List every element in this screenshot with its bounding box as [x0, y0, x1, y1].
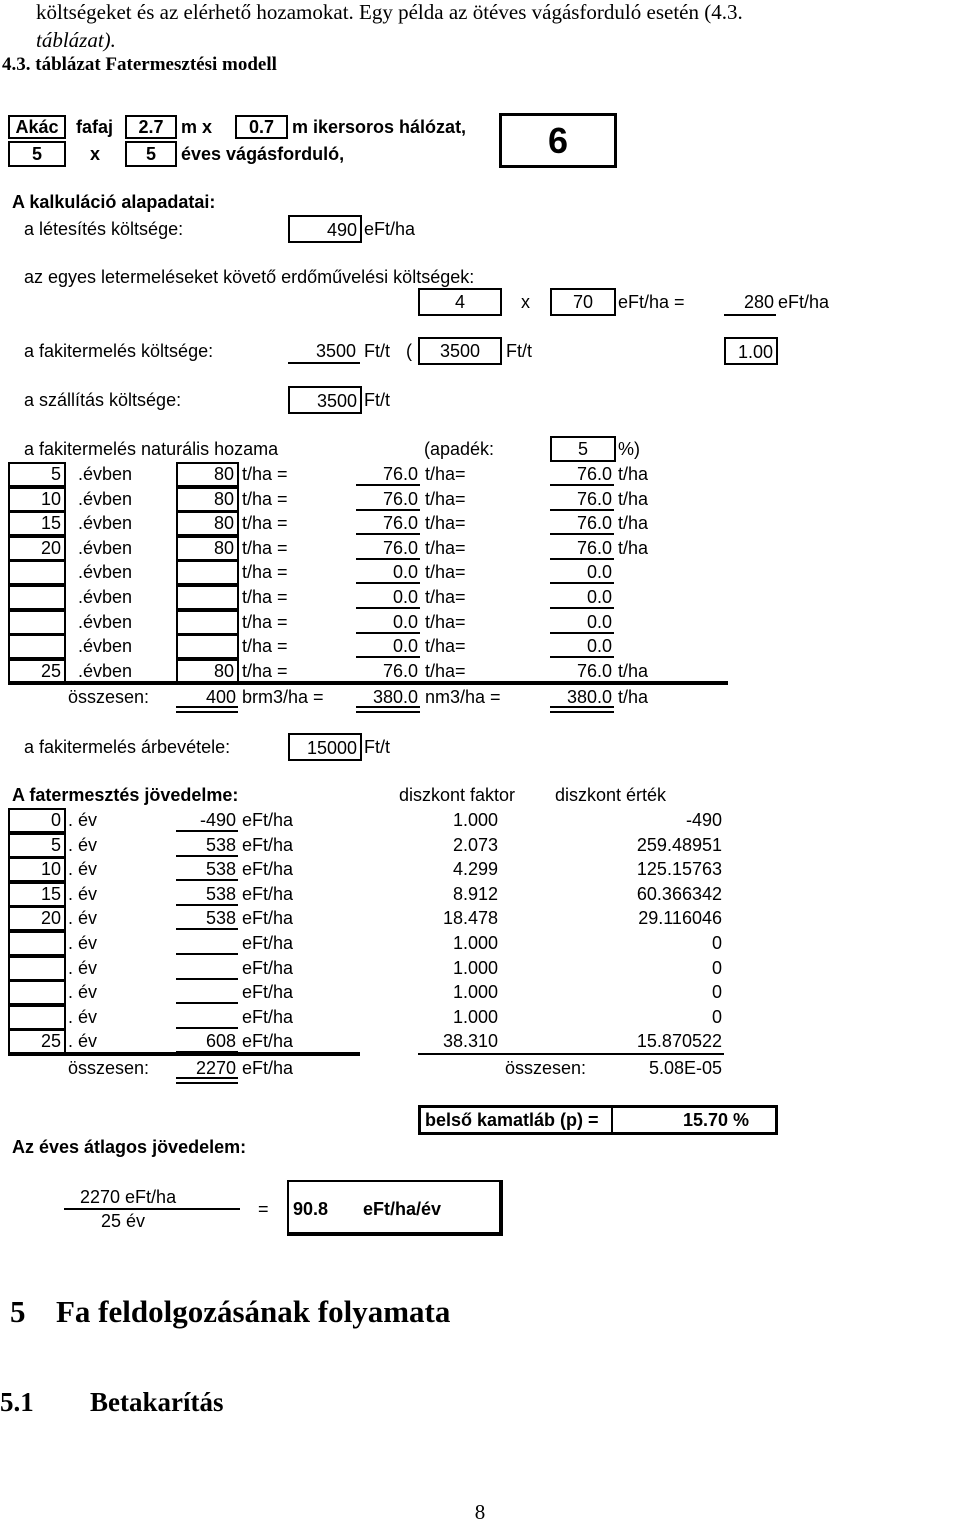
income-amount-underline — [176, 928, 238, 930]
income-disc: 0 — [711, 1006, 722, 1027]
yield-unit2: t/ha= — [425, 464, 466, 484]
yield-final: 0.0 — [586, 587, 612, 607]
yield-final: 76.0 — [576, 513, 612, 534]
income-disc: 29.116046 — [638, 908, 722, 929]
yield-unit3: t/ha — [618, 537, 649, 558]
income-year-suffix: . év — [68, 982, 98, 1003]
annual-result-box — [287, 1180, 503, 1236]
harvest-label: a fakitermelés költsége: — [24, 341, 214, 361]
income-year-suffix: . év — [68, 810, 98, 830]
income-disc: 0 — [711, 933, 722, 953]
yield-final-underline — [550, 632, 614, 634]
yield-gross-cell: 80 — [176, 487, 239, 512]
section-5-title: Fa feldolgozásának folyamata — [56, 1294, 451, 1329]
income-amount-underline — [176, 879, 238, 881]
income-factor: 2.073 — [452, 834, 498, 855]
yield-unit1: t/ha = — [242, 660, 288, 681]
annual-title: Az éves átlagos jövedelem: — [12, 1137, 247, 1157]
irr-value: 15.70 % — [682, 1110, 749, 1130]
yield-net: 76.0 — [382, 537, 418, 558]
income-unit: eFt/ha — [242, 933, 294, 953]
yield-total-net: 380.0 — [372, 687, 418, 707]
income-factor: 1.000 — [452, 1006, 498, 1027]
establish-cell: 490 — [288, 215, 362, 243]
yield-net-underline — [356, 632, 420, 634]
yield-total-rule — [8, 681, 728, 685]
yield-year-cell: 5 — [8, 462, 66, 487]
yield-year-suffix: .évben — [78, 636, 133, 657]
harvest-factor-cell: 1.00 — [724, 337, 778, 365]
income-year-cell — [8, 931, 66, 956]
income-title: A fatermesztés jövedelme: — [12, 785, 239, 805]
yield-unit1: t/ha = — [242, 488, 288, 509]
income-factor: 18.478 — [442, 908, 498, 929]
irr-label: belső kamatláb (p) = — [425, 1110, 599, 1130]
income-amount: -490 — [199, 810, 236, 830]
disc-total-rule — [418, 1053, 724, 1055]
col-discount-factor: diszkont faktor — [399, 785, 516, 805]
followup-total-unit: eFt/ha — [778, 292, 830, 312]
income-unit: eFt/ha — [242, 1031, 294, 1052]
income-amount-underline — [176, 978, 238, 980]
yield-final: 0.0 — [586, 636, 612, 657]
yield-year-cell: 15 — [8, 511, 66, 536]
income-factor: 1.000 — [452, 933, 498, 953]
income-year-cell — [8, 956, 66, 981]
income-year-suffix: . év — [68, 834, 98, 855]
income-unit: eFt/ha — [242, 1006, 294, 1027]
followup-label: az egyes letermeléseket követő erdőművelési költségek: — [24, 267, 475, 287]
yield-unit1: t/ha = — [242, 611, 288, 632]
income-amount-underline — [176, 953, 238, 955]
waste-label: (apadék: — [424, 439, 495, 459]
yield-final-underline — [550, 582, 614, 584]
income-total-rule — [8, 1052, 360, 1056]
yield-unit2: t/ha= — [425, 636, 466, 657]
col-discount-value: diszkont érték — [555, 785, 667, 805]
yield-net-underline — [356, 533, 420, 535]
followup-total-underline — [724, 314, 776, 316]
income-unit: eFt/ha — [242, 908, 294, 929]
rotation-b-cell: 5 — [125, 141, 177, 167]
income-year-suffix: . év — [68, 883, 98, 904]
revenue-label: a fakitermelés árbevétele: — [24, 737, 231, 757]
yield-title: a fakitermelés naturális hozama — [24, 439, 279, 459]
yield-unit1: t/ha = — [242, 587, 288, 607]
rotation-count-cell: 6 — [499, 113, 617, 168]
yield-unit1: t/ha = — [242, 537, 288, 558]
yield-year-suffix: .évben — [78, 464, 133, 484]
yield-year-cell: 25 — [8, 659, 66, 684]
yield-final: 76.0 — [576, 537, 612, 558]
yield-net-underline — [356, 656, 420, 658]
yield-final-underline — [550, 607, 614, 609]
income-year-cell: 0 — [8, 808, 66, 833]
income-disc: -490 — [685, 810, 722, 830]
yield-unit1: t/ha = — [242, 636, 288, 657]
basics-title: A kalkuláció alapadatai: — [12, 192, 216, 212]
yield-unit3: t/ha — [618, 513, 649, 534]
yield-total-final: 380.0 — [566, 687, 612, 707]
income-factor: 1.000 — [452, 982, 498, 1003]
yield-final-underline — [550, 509, 614, 511]
income-year-suffix: . év — [68, 908, 98, 929]
income-amount: 538 — [205, 859, 236, 880]
transport-label: a szállítás költsége: — [24, 390, 182, 410]
income-total-dbl — [176, 1077, 238, 1084]
yield-total-gross-unit: brm3/ha = — [242, 687, 324, 707]
yield-net: 0.0 — [392, 562, 418, 583]
followup-x: x — [521, 292, 530, 312]
yield-year-cell — [8, 560, 66, 585]
yield-year-suffix: .évben — [78, 660, 133, 681]
intro-line-1: költségeket és az elérhető hozamokat. Egy példa az ötéves vágásforduló esetén (4.3. — [36, 0, 743, 24]
income-year-suffix: . év — [68, 957, 98, 978]
annual-fraction-bar — [64, 1208, 240, 1210]
harvest-paren: ( — [406, 341, 412, 361]
annual-denominator: 25 év — [101, 1211, 146, 1231]
income-amount-underline — [176, 904, 238, 906]
yield-unit1: t/ha = — [242, 513, 288, 534]
disc-total-value: 5.08E-05 — [648, 1058, 722, 1078]
section-5-number: 5 — [10, 1294, 26, 1329]
income-year-cell — [8, 1005, 66, 1030]
yield-net-underline — [356, 558, 420, 560]
income-unit: eFt/ha — [242, 810, 294, 830]
income-disc: 60.366342 — [636, 883, 722, 904]
spacing-b-unit: m ikersoros hálózat, — [292, 117, 467, 137]
species-cell: Akác — [8, 115, 66, 139]
yield-unit3: t/ha — [618, 660, 649, 681]
income-amount: 538 — [205, 883, 236, 904]
irr-box — [418, 1105, 778, 1135]
harvest-value2-cell: 3500 — [418, 337, 502, 365]
rotation-x: x — [90, 144, 101, 164]
yield-gross-cell — [176, 610, 239, 635]
yield-net: 0.0 — [392, 611, 418, 632]
harvest-unit2: Ft/t — [506, 341, 532, 361]
yield-unit1: t/ha = — [242, 464, 288, 484]
yield-net: 76.0 — [382, 513, 418, 534]
followup-total: 280 — [743, 292, 774, 312]
yield-gross-cell: 80 — [176, 536, 239, 561]
income-unit: eFt/ha — [242, 883, 294, 904]
yield-gross-cell — [176, 585, 239, 610]
income-amount: 538 — [205, 834, 236, 855]
yield-total-final-dbl — [550, 706, 614, 713]
yield-gross-cell: 80 — [176, 511, 239, 536]
yield-final-underline — [550, 484, 614, 486]
income-disc: 15.870522 — [636, 1031, 722, 1052]
income-unit: eFt/ha — [242, 859, 294, 880]
rotation-label: éves vágásforduló, — [181, 144, 345, 164]
spacing-b-cell: 0.7 — [235, 115, 288, 139]
harvest-value: 3500 — [315, 341, 356, 361]
income-year-suffix: . év — [68, 1031, 98, 1052]
yield-year-suffix: .évben — [78, 513, 133, 534]
yield-unit2: t/ha= — [425, 611, 466, 632]
income-year-suffix: . év — [68, 933, 98, 953]
income-unit: eFt/ha — [242, 982, 294, 1003]
income-year-cell — [8, 980, 66, 1005]
income-total-unit: eFt/ha — [242, 1058, 294, 1078]
yield-year-cell — [8, 634, 66, 659]
yield-unit2: t/ha= — [425, 513, 466, 534]
transport-cell: 3500 — [288, 386, 362, 414]
yield-net-underline — [356, 607, 420, 609]
income-amount-underline — [176, 1027, 238, 1029]
harvest-underline — [288, 362, 360, 364]
annual-numerator: 2270 eFt/ha — [80, 1187, 177, 1207]
yield-net: 76.0 — [382, 464, 418, 484]
irr-divider — [611, 1108, 613, 1132]
income-year-cell: 10 — [8, 857, 66, 882]
followup-unit: eFt/ha = — [618, 292, 685, 312]
yield-final: 0.0 — [586, 611, 612, 632]
yield-final: 76.0 — [576, 464, 612, 484]
income-factor: 8.912 — [452, 883, 498, 904]
yield-total-net-unit: nm3/ha = — [425, 687, 501, 707]
yield-total-gross-dbl — [176, 706, 238, 713]
yield-final: 76.0 — [576, 660, 612, 681]
yield-net: 0.0 — [392, 636, 418, 657]
species-label: fafaj — [76, 117, 114, 137]
yield-unit2: t/ha= — [425, 537, 466, 558]
income-total-label: összesen: — [68, 1058, 150, 1078]
yield-net: 76.0 — [382, 488, 418, 509]
transport-unit: Ft/t — [364, 390, 390, 410]
yield-gross-cell: 80 — [176, 659, 239, 684]
yield-final-underline — [550, 533, 614, 535]
yield-year-cell — [8, 585, 66, 610]
yield-final-underline — [550, 656, 614, 658]
yield-year-suffix: .évben — [78, 587, 133, 607]
income-year-cell: 15 — [8, 882, 66, 907]
income-factor: 38.310 — [442, 1031, 498, 1052]
yield-gross-cell: 80 — [176, 462, 239, 487]
yield-total-label: összesen: — [68, 687, 150, 707]
yield-net-underline — [356, 509, 420, 511]
yield-final: 0.0 — [586, 562, 612, 583]
income-disc: 0 — [711, 982, 722, 1003]
income-unit: eFt/ha — [242, 834, 294, 855]
rotation-a-cell: 5 — [8, 141, 66, 167]
yield-net-underline — [356, 582, 420, 584]
yield-year-suffix: .évben — [78, 537, 133, 558]
yield-net: 76.0 — [382, 660, 418, 681]
yield-final: 76.0 — [576, 488, 612, 509]
establish-unit: eFt/ha — [364, 219, 416, 239]
waste-unit: %) — [618, 439, 640, 459]
yield-total-net-dbl — [356, 706, 420, 713]
annual-result: 90.8 — [293, 1199, 329, 1219]
yield-year-suffix: .évben — [78, 562, 133, 583]
harvest-unit: Ft/t — [364, 341, 390, 361]
yield-total-final-unit: t/ha — [618, 687, 649, 707]
followup-count-cell: 4 — [418, 288, 502, 316]
income-disc: 259.48951 — [636, 834, 722, 855]
yield-gross-cell — [176, 634, 239, 659]
income-factor: 1.000 — [452, 957, 498, 978]
income-disc: 125.15763 — [636, 859, 722, 880]
income-year-suffix: . év — [68, 1006, 98, 1027]
income-amount-underline — [176, 1002, 238, 1004]
yield-unit2: t/ha= — [425, 660, 466, 681]
page-number: 8 — [474, 1500, 486, 1524]
yield-gross-cell — [176, 560, 239, 585]
income-disc: 0 — [711, 957, 722, 978]
yield-total-gross: 400 — [205, 687, 236, 707]
yield-net-underline — [356, 484, 420, 486]
income-factor: 4.299 — [452, 859, 498, 880]
annual-result-unit: eFt/ha/év — [363, 1199, 442, 1219]
spacing-a-cell: 2.7 — [125, 115, 177, 139]
income-amount: 608 — [205, 1031, 236, 1052]
income-year-cell: 25 — [8, 1029, 66, 1054]
yield-year-cell — [8, 610, 66, 635]
income-amount-underline — [176, 855, 238, 857]
intro-line-2: táblázat). — [36, 28, 116, 52]
income-amount-underline — [176, 830, 238, 832]
yield-unit3: t/ha — [618, 464, 649, 484]
yield-unit2: t/ha= — [425, 488, 466, 509]
yield-unit3: t/ha — [618, 488, 649, 509]
section-5-1-title: Betakarítás — [90, 1387, 224, 1417]
revenue-cell: 15000 — [288, 733, 362, 761]
section-5-1-number: 5.1 — [0, 1387, 34, 1417]
disc-total-label: összesen: — [505, 1058, 587, 1078]
yield-year-cell: 10 — [8, 487, 66, 512]
yield-final-underline — [550, 558, 614, 560]
waste-cell: 5 — [550, 436, 616, 462]
yield-unit2: t/ha= — [425, 587, 466, 607]
revenue-unit: Ft/t — [364, 737, 390, 757]
income-year-cell: 5 — [8, 833, 66, 858]
yield-year-cell: 20 — [8, 536, 66, 561]
establish-label: a létesítés költsége: — [24, 219, 184, 239]
income-year-cell: 20 — [8, 906, 66, 931]
income-factor: 1.000 — [452, 810, 498, 830]
spacing-a-unit: m x — [181, 117, 213, 137]
yield-net: 0.0 — [392, 587, 418, 607]
yield-year-suffix: .évben — [78, 488, 133, 509]
annual-equals: = — [258, 1199, 269, 1219]
income-total-amount: 2270 — [195, 1058, 236, 1078]
followup-cost-cell: 70 — [550, 288, 616, 316]
yield-year-suffix: .évben — [78, 611, 133, 632]
income-year-suffix: . év — [68, 859, 98, 880]
income-amount: 538 — [205, 908, 236, 929]
yield-unit2: t/ha= — [425, 562, 466, 583]
income-unit: eFt/ha — [242, 957, 294, 978]
table-caption: 4.3. táblázat Fatermesztési modell — [2, 54, 277, 75]
yield-unit1: t/ha = — [242, 562, 288, 583]
